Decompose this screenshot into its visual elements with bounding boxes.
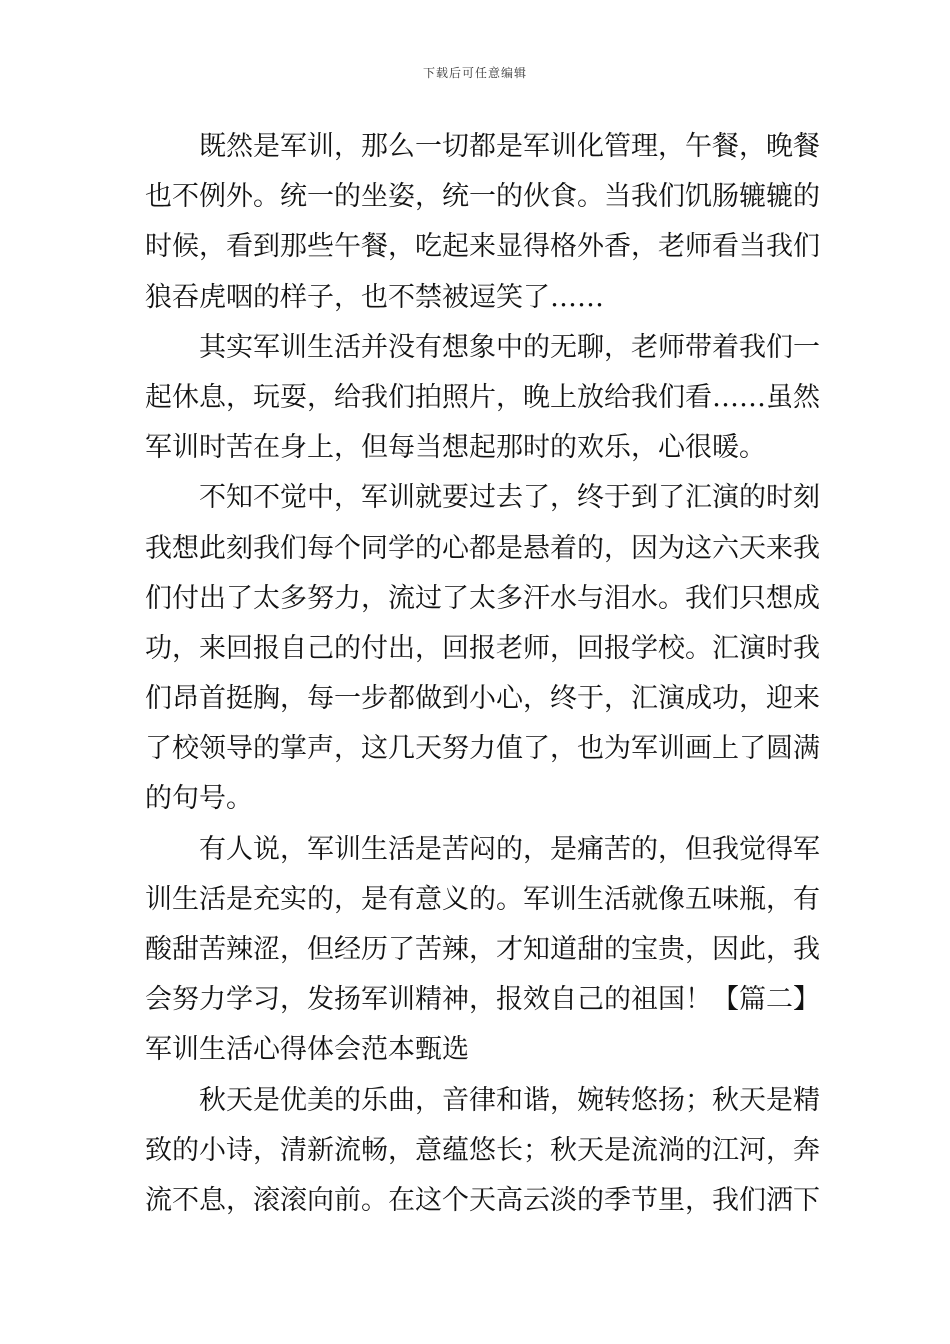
text-line: 们付出了太多努力，流过了太多汗水与泪水。我们只想成	[145, 582, 820, 614]
page-header: 下载后可任意编辑	[422, 66, 527, 80]
text-line: 们昂首挺胸，每一步都做到小心，终于，汇演成功，迎来	[145, 683, 820, 715]
text-line: 致的小诗，清新流畅，意蕴悠长；秋天是流淌的江河，奔	[145, 1134, 820, 1166]
text-line: 流不息，滚滚向前。在这个天高云淡的季节里，我们洒下	[145, 1184, 820, 1216]
text-line: 酸甜苦辣涩，但经历了苦辣，才知道甜的宝贵，因此，我	[145, 934, 820, 965]
text-line: 训生活是充实的，是有意义的。军训生活就像五味瓶，有	[145, 883, 820, 915]
text-line: 功，来回报自己的付出，回报老师，回报学校。汇演时我	[145, 632, 820, 664]
text-line: 秋天是优美的乐曲，音律和谐，婉转悠扬；秋天是精	[199, 1084, 820, 1116]
text-line: 有人说，军训生活是苦闷的，是痛苦的，但我觉得军	[199, 833, 820, 865]
text-line: 狼吞虎咽的样子，也不禁被逗笑了……	[145, 281, 604, 313]
text-line: 的句号。	[145, 783, 253, 815]
text-line: 既然是军训，那么一切都是军训化管理，午餐，晚餐	[199, 131, 820, 162]
text-line: 其实军训生活并没有想象中的无聊，老师带着我们一	[199, 331, 820, 363]
text-line: 了校领导的掌声，这几天努力值了，也为军训画上了圆满	[145, 733, 820, 765]
document-body	[145, 122, 820, 1226]
text-line: 军训时苦在身上，但每当想起那时的欢乐，心很暖。	[145, 432, 766, 464]
text-line: 不知不觉中，军训就要过去了，终于到了汇演的时刻	[199, 482, 820, 514]
text-line: 我想此刻我们每个同学的心都是悬着的，因为这六天来我	[145, 532, 820, 564]
text-line: 起休息，玩耍，给我们拍照片，晚上放给我们看……虽然	[145, 381, 820, 413]
text-line: 也不例外。统一的坐姿，统一的伙食。当我们饥肠辘辘的	[145, 181, 820, 213]
text-line: 军训生活心得体会范本甄选	[145, 1034, 469, 1066]
text-line: 会努力学习，发扬军训精神，报效自己的祖国！【篇二】	[145, 984, 820, 1016]
text-line: 时候，看到那些午餐，吃起来显得格外香，老师看当我们	[145, 231, 820, 263]
